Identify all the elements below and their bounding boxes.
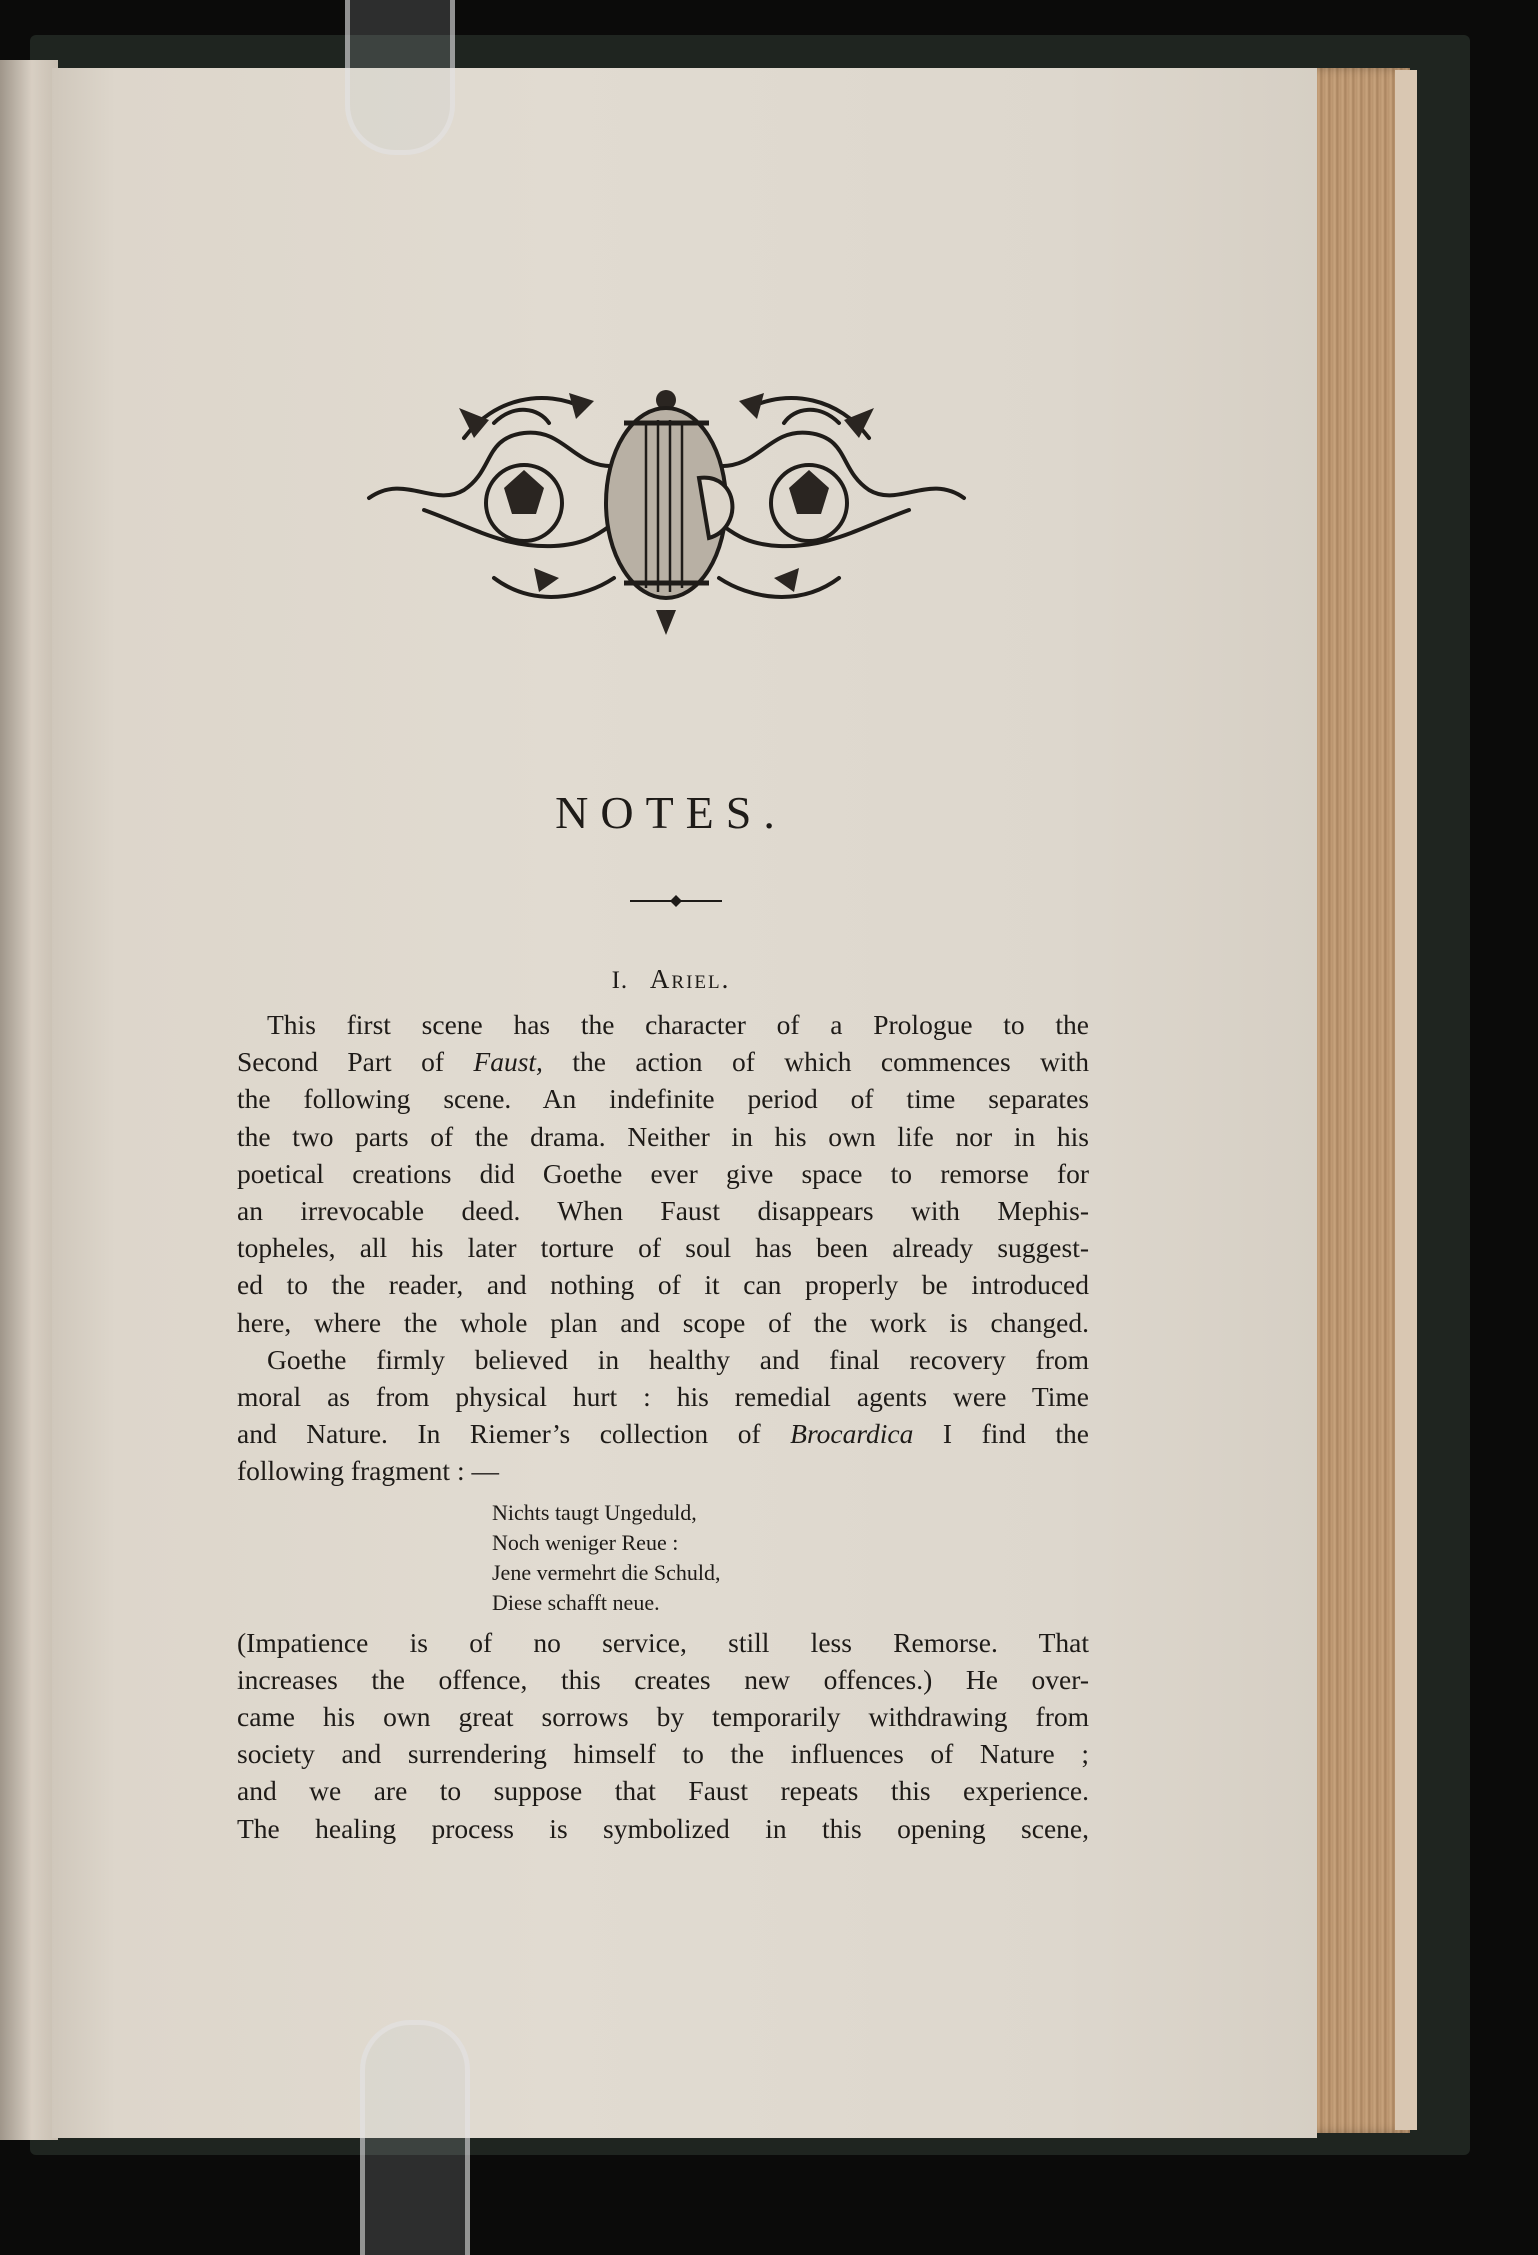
paragraph-2 [237, 1341, 1089, 1490]
text-line: the two parts of the drama. Neither in his own life nor in his [237, 1120, 1089, 1152]
paragraph-3 [237, 1624, 1089, 1847]
text-line: following fragment : — [237, 1455, 499, 1487]
verse-line: Diese schafft neue. [492, 1589, 660, 1615]
text-line: increases the offence, this creates new offences.) He over- [237, 1663, 1089, 1695]
verse-line: Jene vermehrt die Schuld, [492, 1559, 721, 1585]
text-line: Goethe firmly believed in healthy and final recovery from [267, 1343, 1089, 1375]
text-line: topheles, all his later torture of soul has been already suggest- [237, 1232, 1089, 1264]
text-line: ed to the reader, and nothing of it can properly be introduced [237, 1269, 1089, 1301]
text-line: This first scene has the character of a Prologue to the [267, 1009, 1089, 1040]
text-line: and Nature. In Riemer’s collection of Brocardica I find the [237, 1418, 1089, 1450]
text-line: the following scene. An indefinite period of time separates [237, 1083, 1089, 1115]
page-stack-outer-edge [1395, 70, 1417, 2130]
title-divider [630, 894, 722, 908]
text-line: an irrevocable deed. When Faust disappears with Mephis- [237, 1195, 1089, 1227]
italic-title: Brocardica [790, 1418, 914, 1450]
italic-title: Faust, [473, 1046, 543, 1078]
notes-body [237, 1006, 1089, 1847]
book-page [52, 68, 1317, 2138]
text-line: and we are to suppose that Faust repeats this experience. [237, 1775, 1089, 1807]
text-line: moral as from physical hurt : his remedial agents were Time [237, 1381, 1089, 1413]
text-line: here, where the whole plan and scope of the work is changed. [237, 1306, 1089, 1338]
text-line: came his own great sorrows by temporarily withdrawing from [237, 1701, 1089, 1733]
page-title: NOTES. [555, 787, 787, 838]
paragraph-1 [237, 1006, 1089, 1341]
text-line: Second Part of Faust, the action of which commences with [237, 1046, 1089, 1078]
section-number: I. [611, 967, 629, 994]
lyre-ornament-icon [364, 378, 969, 643]
verse-line: Noch weniger Reue : [492, 1529, 679, 1555]
page-holder-clip [360, 2020, 470, 2255]
section-heading [52, 964, 1290, 995]
text-line: The healing process is symbolized in this opening scene, [237, 1812, 1089, 1844]
text-line: poetical creations did Goethe ever give space to remorse for [237, 1157, 1089, 1189]
section-name: Ariel. [649, 964, 731, 994]
german-verse [492, 1498, 1089, 1618]
text-line: (Impatience is of no service, still less Remorse. That [237, 1626, 1089, 1658]
page-holder-clip [345, 0, 455, 155]
left-page-edge [0, 60, 58, 2140]
text-line: society and surrendering himself to the influences of Nature ; [237, 1738, 1089, 1770]
verse-line: Nichts taugt Ungeduld, [492, 1499, 697, 1525]
